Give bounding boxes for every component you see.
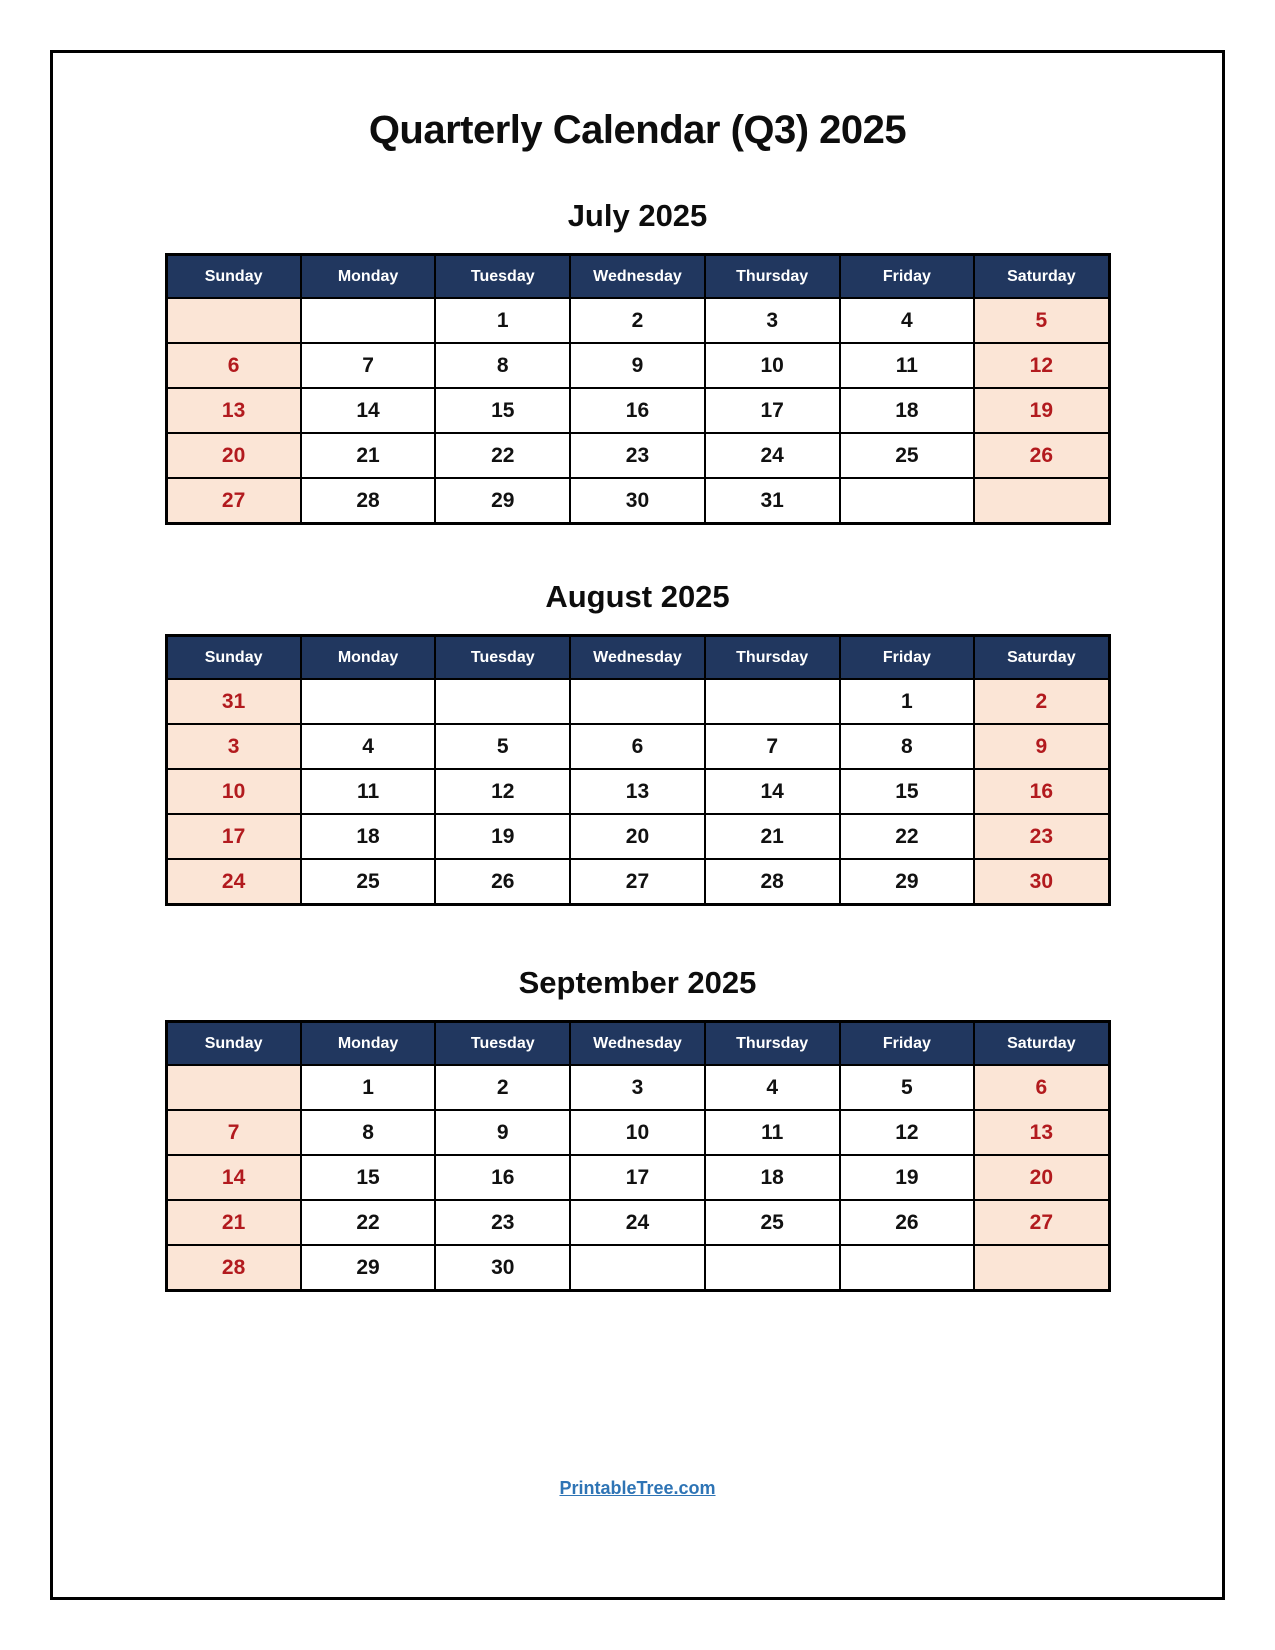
week-row (166, 298, 1109, 343)
day-cell: 16 (435, 1155, 570, 1200)
empty-day-cell (301, 298, 436, 343)
day-cell: 6 (974, 1065, 1109, 1110)
month-title: August 2025 (545, 579, 730, 614)
document-title: Quarterly Calendar (Q3) 2025 (368, 108, 907, 152)
day-cell: 22 (840, 814, 975, 859)
week-row (166, 433, 1109, 478)
day-cell: 19 (840, 1155, 975, 1200)
day-cell: 2 (435, 1065, 570, 1110)
day-cell: 23 (435, 1200, 570, 1245)
weekday-header: Wednesday (570, 255, 705, 299)
weekday-header-row (166, 636, 1109, 680)
empty-day-cell (974, 478, 1109, 524)
day-cell: 9 (974, 724, 1109, 769)
empty-day-cell (301, 679, 436, 724)
empty-day-cell (974, 1245, 1109, 1291)
empty-day-cell (570, 1245, 705, 1291)
day-cell: 16 (974, 769, 1109, 814)
day-cell: 12 (840, 1110, 975, 1155)
day-cell: 27 (974, 1200, 1109, 1245)
day-cell: 11 (840, 343, 975, 388)
day-cell: 20 (974, 1155, 1109, 1200)
day-cell: 7 (166, 1110, 301, 1155)
day-cell: 3 (570, 1065, 705, 1110)
week-row (166, 1155, 1109, 1200)
day-cell: 20 (166, 433, 301, 478)
day-cell: 21 (301, 433, 436, 478)
day-cell: 19 (435, 814, 570, 859)
month-block (0, 577, 1275, 906)
day-cell: 17 (570, 1155, 705, 1200)
day-cell: 2 (570, 298, 705, 343)
day-cell: 5 (840, 1065, 975, 1110)
day-cell: 2 (974, 679, 1109, 724)
weekday-header: Wednesday (570, 636, 705, 680)
day-cell: 19 (974, 388, 1109, 433)
day-cell: 22 (301, 1200, 436, 1245)
day-cell: 10 (166, 769, 301, 814)
weekday-header: Friday (840, 636, 975, 680)
day-cell: 11 (301, 769, 436, 814)
day-cell: 18 (301, 814, 436, 859)
day-cell: 30 (570, 478, 705, 524)
day-cell: 15 (301, 1155, 436, 1200)
week-row (166, 478, 1109, 524)
empty-day-cell (840, 1245, 975, 1291)
day-cell: 17 (705, 388, 840, 433)
day-cell: 30 (974, 859, 1109, 905)
weekday-header: Monday (301, 1022, 436, 1066)
day-cell: 8 (840, 724, 975, 769)
empty-day-cell (435, 679, 570, 724)
weekday-header: Saturday (974, 1022, 1109, 1066)
weekday-header: Thursday (705, 255, 840, 299)
day-cell: 7 (705, 724, 840, 769)
day-cell: 10 (705, 343, 840, 388)
empty-day-cell (166, 298, 301, 343)
weekday-header: Sunday (166, 1022, 301, 1066)
day-cell: 25 (301, 859, 436, 905)
empty-day-cell (705, 1245, 840, 1291)
day-cell: 23 (570, 433, 705, 478)
month-table (165, 1020, 1111, 1292)
day-cell: 6 (570, 724, 705, 769)
day-cell: 13 (166, 388, 301, 433)
day-cell: 28 (166, 1245, 301, 1291)
weekday-header: Friday (840, 255, 975, 299)
day-cell: 7 (301, 343, 436, 388)
day-cell: 1 (840, 679, 975, 724)
empty-day-cell (570, 679, 705, 724)
empty-day-cell (166, 1065, 301, 1110)
day-cell: 15 (840, 769, 975, 814)
week-row (166, 1065, 1109, 1110)
day-cell: 26 (435, 859, 570, 905)
day-cell: 29 (435, 478, 570, 524)
day-cell: 5 (435, 724, 570, 769)
weekday-header: Tuesday (435, 255, 570, 299)
day-cell: 26 (974, 433, 1109, 478)
week-row (166, 814, 1109, 859)
month-title: September 2025 (518, 965, 757, 1000)
week-row (166, 1200, 1109, 1245)
day-cell: 21 (705, 814, 840, 859)
weekday-header: Friday (840, 1022, 975, 1066)
day-cell: 21 (166, 1200, 301, 1245)
day-cell: 15 (435, 388, 570, 433)
day-cell: 9 (570, 343, 705, 388)
day-cell: 3 (705, 298, 840, 343)
week-row (166, 859, 1109, 905)
week-row (166, 769, 1109, 814)
day-cell: 4 (705, 1065, 840, 1110)
day-cell: 3 (166, 724, 301, 769)
day-cell: 16 (570, 388, 705, 433)
weekday-header: Sunday (166, 255, 301, 299)
day-cell: 18 (705, 1155, 840, 1200)
weekday-header: Monday (301, 636, 436, 680)
day-cell: 25 (705, 1200, 840, 1245)
weekday-header: Monday (301, 255, 436, 299)
weekday-header: Thursday (705, 636, 840, 680)
month-table (165, 253, 1111, 525)
day-cell: 23 (974, 814, 1109, 859)
day-cell: 22 (435, 433, 570, 478)
weekday-header: Sunday (166, 636, 301, 680)
day-cell: 29 (840, 859, 975, 905)
weekday-header: Saturday (974, 255, 1109, 299)
empty-day-cell (840, 478, 975, 524)
month-block (0, 196, 1275, 525)
day-cell: 31 (166, 679, 301, 724)
day-cell: 20 (570, 814, 705, 859)
day-cell: 28 (301, 478, 436, 524)
day-cell: 29 (301, 1245, 436, 1291)
day-cell: 14 (301, 388, 436, 433)
day-cell: 5 (974, 298, 1109, 343)
weekday-header: Tuesday (435, 1022, 570, 1066)
weekday-header-row (166, 1022, 1109, 1066)
day-cell: 24 (166, 859, 301, 905)
empty-day-cell (705, 679, 840, 724)
week-row (166, 1245, 1109, 1291)
weekday-header: Tuesday (435, 636, 570, 680)
day-cell: 13 (974, 1110, 1109, 1155)
weekday-header: Thursday (705, 1022, 840, 1066)
day-cell: 12 (435, 769, 570, 814)
day-cell: 25 (840, 433, 975, 478)
day-cell: 24 (705, 433, 840, 478)
week-row (166, 679, 1109, 724)
day-cell: 31 (705, 478, 840, 524)
day-cell: 26 (840, 1200, 975, 1245)
week-row (166, 724, 1109, 769)
day-cell: 6 (166, 343, 301, 388)
month-title: July 2025 (567, 198, 708, 233)
weekday-header: Wednesday (570, 1022, 705, 1066)
month-table (165, 634, 1111, 906)
day-cell: 4 (301, 724, 436, 769)
day-cell: 30 (435, 1245, 570, 1291)
day-cell: 8 (435, 343, 570, 388)
day-cell: 18 (840, 388, 975, 433)
month-block (0, 963, 1275, 1292)
day-cell: 28 (705, 859, 840, 905)
day-cell: 17 (166, 814, 301, 859)
week-row (166, 1110, 1109, 1155)
day-cell: 8 (301, 1110, 436, 1155)
day-cell: 14 (705, 769, 840, 814)
day-cell: 13 (570, 769, 705, 814)
day-cell: 27 (166, 478, 301, 524)
day-cell: 1 (435, 298, 570, 343)
day-cell: 24 (570, 1200, 705, 1245)
day-cell: 14 (166, 1155, 301, 1200)
week-row (166, 343, 1109, 388)
day-cell: 9 (435, 1110, 570, 1155)
day-cell: 4 (840, 298, 975, 343)
weekday-header: Saturday (974, 636, 1109, 680)
day-cell: 10 (570, 1110, 705, 1155)
footer-link[interactable]: PrintableTree.com (559, 1478, 716, 1498)
day-cell: 27 (570, 859, 705, 905)
week-row (166, 388, 1109, 433)
day-cell: 12 (974, 343, 1109, 388)
day-cell: 1 (301, 1065, 436, 1110)
weekday-header-row (166, 255, 1109, 299)
day-cell: 11 (705, 1110, 840, 1155)
